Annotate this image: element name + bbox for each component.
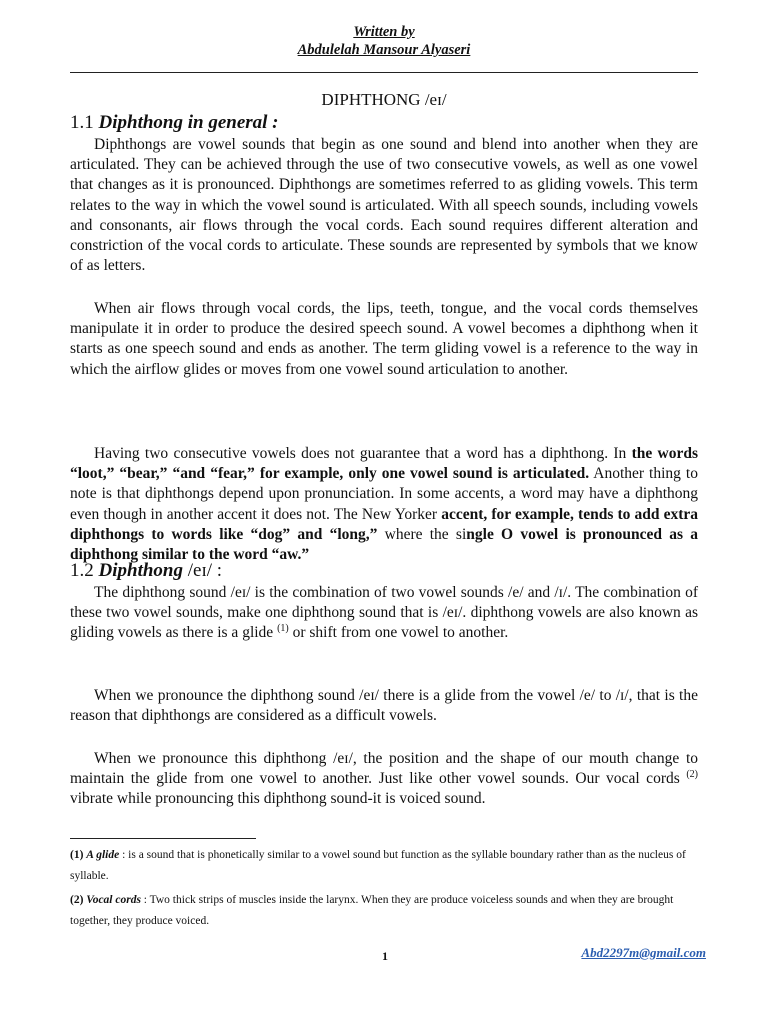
- bold-text-run: the words “loot,” “bear,” “and “fear,” for example, only one vowel sound is articulated.: [70, 445, 699, 483]
- section-number: 1.2: [70, 560, 94, 581]
- text-run: vibrate while pronouncing this diphthong sound-it is voiced sound.: [70, 790, 486, 808]
- footnote-term: Vocal cords: [86, 894, 141, 906]
- section-title: Diphthong: [98, 560, 183, 581]
- bold-text-run: ngle O vowel is pronounced as a diphthong similar to the word “aw.”: [70, 525, 698, 564]
- header-divider: [70, 72, 698, 73]
- document-title: DIPHTHONG /eɪ/: [321, 90, 447, 109]
- paragraph: [70, 749, 698, 810]
- text-run: The diphthong sound /eɪ/ is the combination of two vowel sounds /e/ and /ɪ/. The combination of these two vowel sounds, make one diphthong sound that is /eɪ/. diphthong vowels are also known as gliding vowels as there is a glide: [70, 584, 698, 642]
- author-name: Abdulelah Mansour Alyaseri: [297, 42, 471, 58]
- paragraph: When we pronounce the diphthong sound /eɪ/ there is a glide from the vowel /e/ to /ɪ/, that is the reason that diphthongs are considered as a difficult vowels.: [70, 687, 698, 725]
- footnote-text: : is a sound that is phonetically similar to a vowel sound but function as the syllable boundary rather than as the nucleus of syllable.: [70, 849, 686, 882]
- footnote-2: [70, 890, 710, 932]
- footnote-ref: (2): [686, 769, 698, 781]
- footnote-divider: [70, 838, 256, 839]
- paragraph: [70, 444, 698, 565]
- author-label: Written by: [353, 24, 415, 40]
- email-link[interactable]: Abd2297m@gmail.com: [581, 945, 706, 960]
- section-title-suffix: /eɪ/ :: [187, 560, 223, 581]
- text-run: or shift from one vowel to another.: [292, 624, 509, 642]
- footnote-1: [70, 845, 710, 887]
- section-number: 1.1: [70, 112, 94, 133]
- footnote-number: (2): [70, 894, 84, 906]
- paragraph: [70, 583, 698, 644]
- bold-text-run: accent, for example, tends to add extra diphthongs to words like “dog” and “long,”: [70, 505, 699, 543]
- paragraph: When air flows through vocal cords, the lips, teeth, tongue, and the vocal cords themselves manipulate it in order to produce the desired speech sound. A vowel becomes a diphthong when it starts as one speech sound and ends as another. The term gliding vowel is a reference to the way in which the airflow glides or moves from one vowel sound articulation to another.: [70, 300, 698, 378]
- text-run: Having two consecutive vowels does not guarantee that a word has a diphthong. In: [94, 445, 627, 462]
- text-run: When we pronounce this diphthong /eɪ/, the position and the shape of our mouth change to maintain the glide from one vowel to another. Just like other vowel sounds. Our vocal cords: [70, 750, 698, 788]
- footnote-text: : Two thick strips of muscles inside the larynx. When they are produce voiceless sounds and when they are brought together, they produce voiced.: [70, 894, 674, 927]
- section-title: Diphthong in general :: [98, 112, 279, 133]
- footnote-ref: (1): [277, 623, 289, 635]
- text-run: Another thing to note is that diphthongs depend upon pronunciation. In some accents, a word may have a diphthong even though in another accent it does not. The New Yorker: [70, 465, 698, 523]
- section-heading-1-1: [70, 112, 279, 134]
- page-number: 1: [382, 949, 388, 963]
- paragraph: Diphthongs are vowel sounds that begin as one sound and blend into another when they are articulated. They can be achieved through the use of two consecutive vowels, as well as one vowel that changes as it is pronounced. Diphthongs are sometimes referred to as gliding vowels. This term relates to the way in which the vowel sound is articulated. With all speech sounds, including vowels and consonants, air flows through the vocal cords. Each sound requires different alteration and constriction of the vocal cords to articulate. These sounds are represented by symbols that we know of as letters.: [70, 136, 698, 275]
- footnote-term: A glide: [86, 849, 120, 861]
- footnote-number: (1): [70, 849, 84, 861]
- section-heading-1-2: [70, 560, 222, 582]
- text-run: where the si: [384, 525, 467, 543]
